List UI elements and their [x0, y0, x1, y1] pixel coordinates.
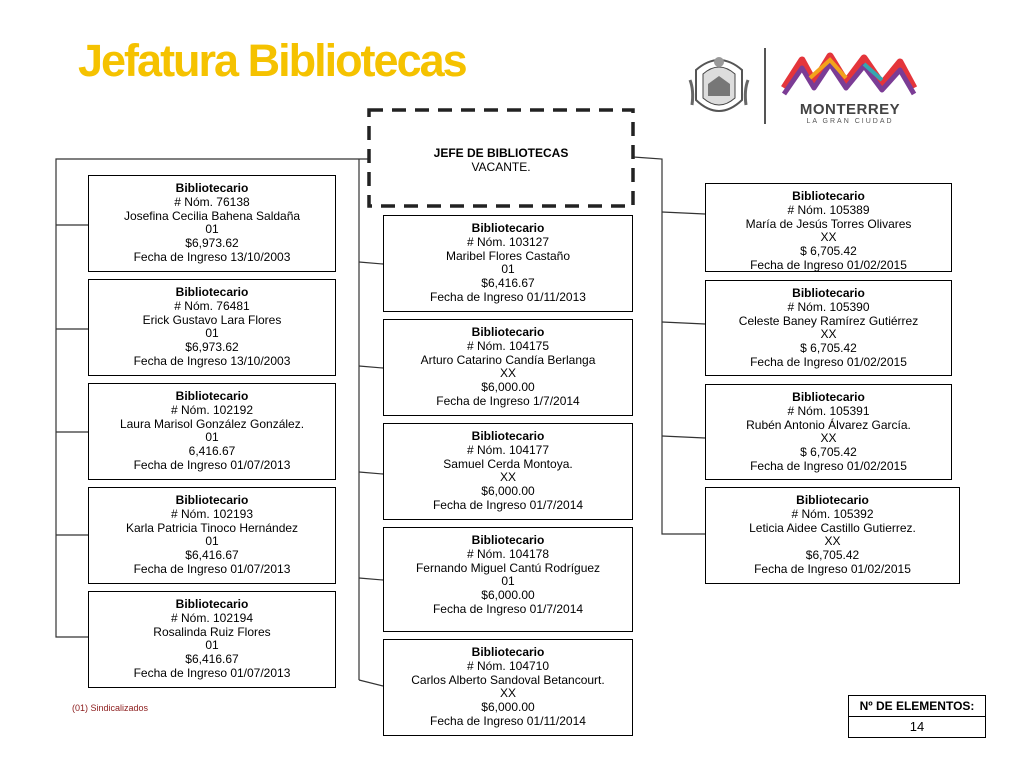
staff-salary: $6,416.67: [185, 652, 239, 667]
staff-code: XX: [820, 230, 837, 245]
staff-name: Josefina Cecilia Bahena Saldaña: [123, 208, 301, 223]
staff-code: 01: [501, 574, 515, 589]
staff-nomina: # Nóm. 105389: [787, 202, 870, 217]
staff-code: XX: [820, 431, 837, 446]
staff-role: Bibliotecario: [792, 189, 865, 203]
staff-nomina: # Nóm. 105390: [787, 299, 870, 314]
staff-role: Bibliotecario: [471, 325, 545, 339]
staff-name: Laura Marisol González González.: [119, 416, 305, 431]
staff-salary: $6,973.62: [185, 236, 239, 251]
staff-code: XX: [824, 534, 841, 549]
staff-name: Carlos Alberto Sandoval Betancourt.: [411, 672, 605, 687]
jefe-box: [369, 110, 633, 206]
staff-code: 01: [205, 326, 219, 341]
staff-card: [705, 384, 952, 480]
staff-nomina: # Nóm. 102192: [170, 402, 254, 417]
staff-card: [705, 183, 952, 272]
staff-nomina: # Nóm. 104177: [466, 442, 550, 457]
staff-name: Erick Gustavo Lara Flores: [142, 312, 282, 327]
staff-card: [705, 280, 952, 376]
staff-salary: $6,000.00: [481, 588, 535, 603]
staff-name: Maribel Flores Castaño: [445, 248, 571, 263]
staff-role: Bibliotecario: [175, 389, 249, 403]
staff-card: [705, 487, 960, 584]
staff-role: Bibliotecario: [175, 181, 249, 195]
staff-ingreso: Fecha de Ingreso 01/02/2015: [754, 561, 911, 576]
staff-salary: $ 6,705.42: [800, 244, 857, 259]
staff-nomina: # Nóm. 76138: [174, 194, 250, 209]
staff-role: Bibliotecario: [792, 390, 865, 404]
staff-nomina: # Nóm. 102194: [170, 610, 254, 625]
staff-code: 01: [205, 430, 219, 445]
staff-code: 01: [205, 638, 219, 653]
staff-nomina: # Nóm. 102193: [170, 506, 254, 521]
staff-ingreso: Fecha de Ingreso 01/02/2015: [750, 257, 907, 272]
logo-city: MONTERREY: [799, 101, 901, 118]
staff-salary: $6,000.00: [481, 484, 535, 499]
staff-name: Samuel Cerda Montoya.: [443, 456, 573, 471]
staff-ingreso: Fecha de Ingreso 13/10/2003: [133, 353, 291, 368]
staff-role: Bibliotecario: [471, 221, 545, 235]
staff-nomina: # Nóm. 105391: [787, 403, 870, 418]
staff-card: [383, 423, 633, 520]
staff-role: Bibliotecario: [471, 429, 545, 443]
staff-salary: $ 6,705.42: [800, 341, 857, 356]
staff-name: Rosalinda Ruiz Flores: [153, 624, 271, 639]
staff-card: [383, 215, 633, 312]
staff-name: Celeste Baney Ramírez Gutiérrez: [738, 313, 919, 328]
staff-card: [88, 383, 336, 480]
staff-card: [88, 175, 336, 272]
staff-salary: $6,416.67: [481, 276, 535, 291]
staff-name: Arturo Catarino Candía Berlanga: [420, 352, 596, 367]
staff-role: Bibliotecario: [471, 645, 545, 659]
staff-card: [383, 639, 633, 736]
staff-ingreso: Fecha de Ingreso 01/07/2013: [133, 561, 291, 576]
staff-code: XX: [820, 327, 837, 342]
staff-code: XX: [499, 686, 516, 701]
staff-code: 01: [501, 262, 515, 277]
staff-ingreso: Fecha de Ingreso 13/10/2003: [133, 249, 291, 264]
staff-name: Karla Patricia Tinoco Hernández: [125, 520, 299, 535]
footnote: (01) Sindicalizados: [72, 703, 149, 713]
staff-role: Bibliotecario: [792, 286, 865, 300]
logo-tagline: LA GRAN CIUDAD: [806, 118, 894, 125]
staff-name: María de Jesús Torres Olivares: [745, 216, 912, 231]
staff-salary: 6,416.67: [188, 444, 236, 459]
staff-ingreso: Fecha de Ingreso 01/11/2013: [430, 289, 586, 304]
staff-name: Fernando Miguel Cantú Rodríguez: [415, 560, 601, 575]
staff-salary: $6,416.67: [185, 548, 239, 563]
counter-label: Nº DE ELEMENTOS:: [849, 696, 985, 717]
staff-nomina: # Nóm. 104178: [466, 546, 550, 561]
staff-ingreso: Fecha de Ingreso 01/7/2014: [432, 601, 584, 616]
counter-value: 14: [909, 719, 925, 734]
staff-nomina: # Nóm. 76481: [174, 298, 250, 313]
staff-card: [88, 279, 336, 376]
staff-role: Bibliotecario: [471, 533, 545, 547]
staff-nomina: # Nóm. 105392: [791, 506, 874, 521]
staff-ingreso: Fecha de Ingreso 01/07/2013: [133, 665, 291, 680]
staff-nomina: # Nóm. 104175: [466, 338, 550, 353]
staff-card: [383, 527, 633, 632]
staff-code: 01: [205, 222, 219, 237]
staff-role: Bibliotecario: [175, 285, 249, 299]
staff-salary: $6,705.42: [805, 548, 860, 563]
staff-ingreso: Fecha de Ingreso 01/11/2014: [430, 713, 586, 728]
staff-role: Bibliotecario: [796, 493, 869, 507]
staff-code: XX: [499, 470, 516, 485]
jefe-title: JEFE DE BIBLIOTECAS: [433, 146, 569, 160]
staff-ingreso: Fecha de Ingreso 01/7/2014: [432, 497, 584, 512]
staff-salary: $ 6,705.42: [800, 445, 857, 460]
staff-name: Leticia Aidee Castillo Gutierrez.: [749, 520, 916, 535]
staff-card: [383, 319, 633, 416]
staff-salary: $6,973.62: [185, 340, 239, 355]
staff-role: Bibliotecario: [175, 597, 249, 611]
staff-code: 01: [205, 534, 219, 549]
staff-role: Bibliotecario: [175, 493, 249, 507]
staff-nomina: # Nóm. 103127: [466, 234, 550, 249]
element-counter: [848, 695, 986, 738]
staff-ingreso: Fecha de Ingreso 01/02/2015: [750, 458, 907, 473]
staff-ingreso: Fecha de Ingreso 01/07/2013: [133, 457, 291, 472]
staff-code: XX: [499, 366, 516, 381]
staff-nomina: # Nóm. 104710: [466, 658, 550, 673]
staff-ingreso: Fecha de Ingreso 01/02/2015: [750, 354, 907, 369]
staff-card: [88, 591, 336, 688]
staff-name: Rubén Antonio Álvarez García.: [746, 417, 911, 432]
staff-card: [88, 487, 336, 584]
page-title: Jefatura Bibliotecas: [78, 35, 466, 86]
staff-salary: $6,000.00: [481, 700, 535, 715]
staff-ingreso: Fecha de Ingreso 1/7/2014: [436, 393, 580, 408]
jefe-status: VACANTE.: [471, 160, 531, 174]
staff-salary: $6,000.00: [481, 380, 535, 395]
